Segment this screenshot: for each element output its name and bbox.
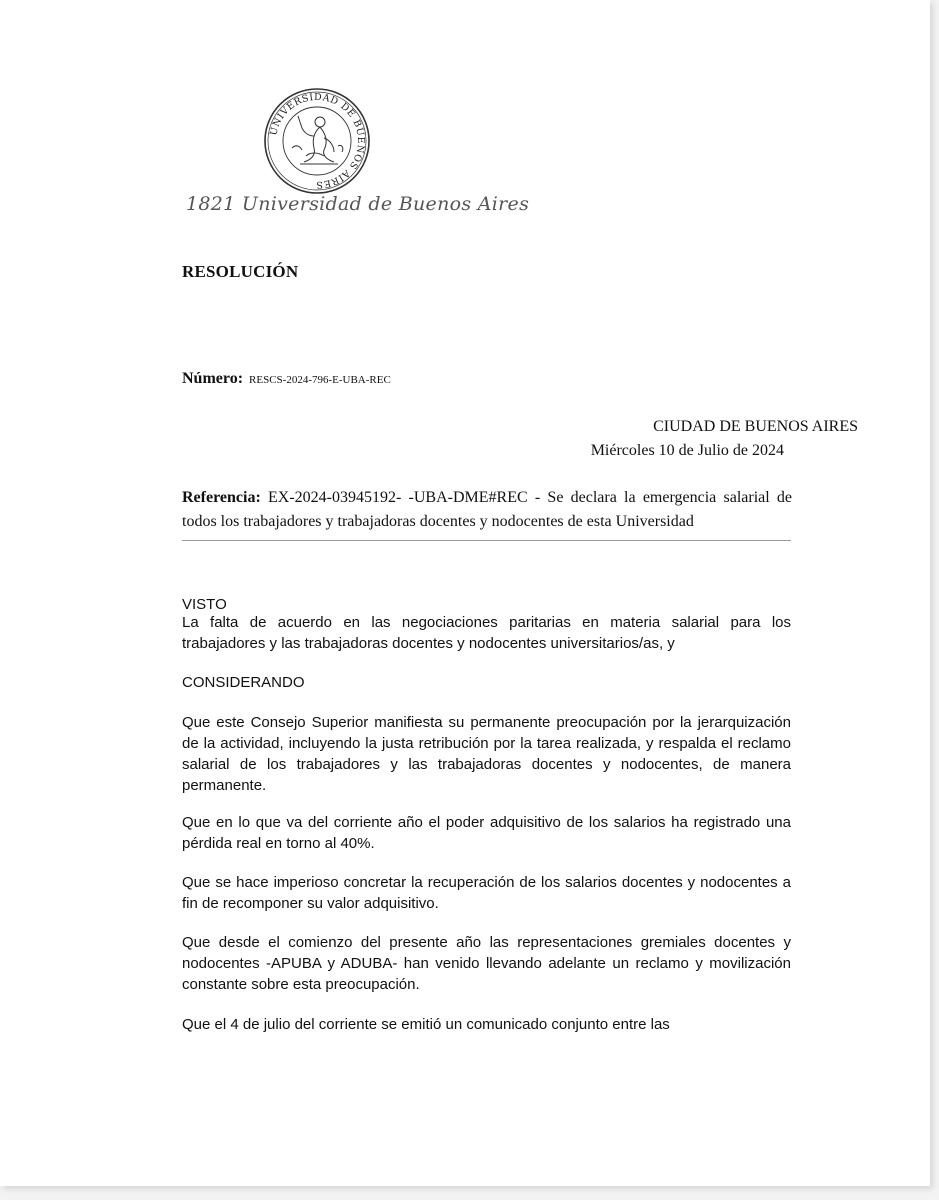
- paragraph: Que este Consejo Superior manifiesta su permanente preocupación por la jerarquización de la actividad, incluyendo la justa retribución por la tarea realizada, y respalda el reclamo salarial de los trabajadores y las trabajadoras docentes y nodocentes, de manera permanente.: [182, 714, 791, 794]
- referencia: [182, 486, 792, 534]
- city: CIUDAD DE BUENOS AIRES: [653, 418, 858, 435]
- numero-label: Número:: [182, 370, 244, 387]
- paragraph: Que en lo que va del corriente año el poder adquisitivo de los salarios ha registrado una pérdida real en torno al 40%.: [182, 814, 791, 852]
- paragraph: Que se hace imperioso concretar la recuperación de los salarios docentes y nodocentes a fin de recomponer su valor adquisitivo.: [182, 874, 791, 912]
- divider: [182, 540, 791, 541]
- considerando-heading: CONSIDERANDO: [182, 674, 305, 691]
- university-seal-icon: [262, 86, 372, 196]
- numero-line: [182, 370, 391, 388]
- referencia-text: EX-2024-03945192- -UBA-DME#REC - Se declara la emergencia salarial de todos los trabajadores y trabajadoras docentes y nodocentes de esta Universidad: [182, 489, 793, 530]
- visto-heading: VISTO: [182, 596, 227, 613]
- paragraph: Que desde el comienzo del presente año las representaciones gremiales docentes y nodocentes -APUBA y ADUBA- han venido llevando adelante un reclamo y movilización constante sobre esta preocupación.: [182, 934, 791, 993]
- referencia-label: Referencia:: [182, 489, 261, 506]
- numero-value: RESCS-2024-796-E-UBA-REC: [249, 374, 391, 386]
- university-logo-text: 1821 Universidad de Buenos Aires: [186, 193, 530, 215]
- visto-text: La falta de acuerdo en las negociaciones paritarias en materia salarial para los trabajadores y las trabajadoras docentes y nodocentes universitarios/as, y: [182, 614, 791, 652]
- paragraph: Que el 4 de julio del corriente se emitió un comunicado conjunto entre las: [182, 1016, 670, 1033]
- document-type: RESOLUCIÓN: [182, 262, 299, 281]
- seal-text: UNIVERSIDAD DE BUENOS AIRES: [268, 91, 367, 191]
- date: Miércoles 10 de Julio de 2024: [590, 442, 784, 459]
